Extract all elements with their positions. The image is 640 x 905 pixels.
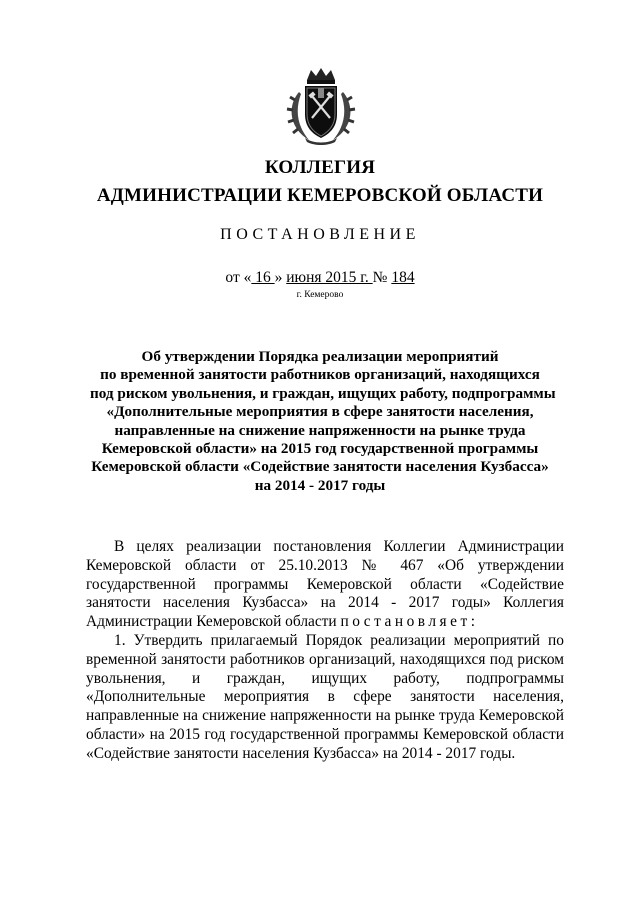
- date-prefix: от «: [225, 269, 252, 286]
- body-paragraph-preamble: [86, 538, 564, 632]
- city-name: г. Кемерово: [296, 290, 344, 300]
- document-body: [86, 538, 564, 764]
- document-number: 184: [391, 269, 415, 286]
- title-line: «Дополнительные мероприятия в сфере занятости населения,: [106, 403, 534, 421]
- resolves-word: постановляет:: [340, 613, 479, 631]
- body-paragraph-item-1: 1. Утвердить прилагаемый Порядок реализации мероприятий по временной занятости работников организаций, находящихся под риском увольнения, и граждан, ищущих работу, подпрограммы «Дополнительные мероприятия в сфере занятости населения, направленные на снижение напряженности на рынке труда Кемеровской области» на 2015 год государственной программы Кемеровской области «Содействие занятости населения Кузбасса» на 2014 - 2017 годы.: [86, 631, 564, 762]
- title-line: Кемеровской области» на 2015 год государственной программы: [101, 440, 539, 458]
- date-mid: »: [274, 269, 287, 286]
- date-number-line: [0, 268, 640, 288]
- date-month-year: июня 2015 г.: [286, 269, 373, 286]
- title-line: под риском увольнения, и граждан, ищущих работу, подпрограммы: [90, 384, 556, 402]
- title-line: направленные на снижение напряженности на рынке труда: [114, 421, 526, 439]
- number-sign: №: [372, 269, 392, 286]
- preamble-text: В целях реализации постановления Коллегии Администрации Кемеровской области от 25.10.2013 № 467 «Об утверждении государственной программы Кемеровской области «Содействие занятости населения Кузбасса» на 2014 - 2017 годы» Коллегия Администрации Кемеровской области: [86, 538, 564, 631]
- org-name-line2: АДМИНИСТРАЦИИ КЕМЕРОВСКОЙ ОБЛАСТИ: [96, 185, 544, 206]
- title-line: Об утверждении Порядка реализации мероприятий: [141, 348, 499, 365]
- org-name-line1: КОЛЛЕГИЯ: [264, 157, 376, 178]
- title-line: на 2014 - 2017 годы: [254, 476, 386, 494]
- title-line: по временной занятости работников организаций, находящихся: [100, 366, 540, 384]
- document-type: ПОСТАНОВЛЕНИЕ: [220, 226, 420, 243]
- document-title: [90, 348, 556, 495]
- coat-of-arms-icon: [285, 66, 357, 146]
- date-day: 16: [251, 269, 275, 286]
- title-line: Кемеровской области «Содействие занятости населения Кузбасса»: [91, 458, 549, 476]
